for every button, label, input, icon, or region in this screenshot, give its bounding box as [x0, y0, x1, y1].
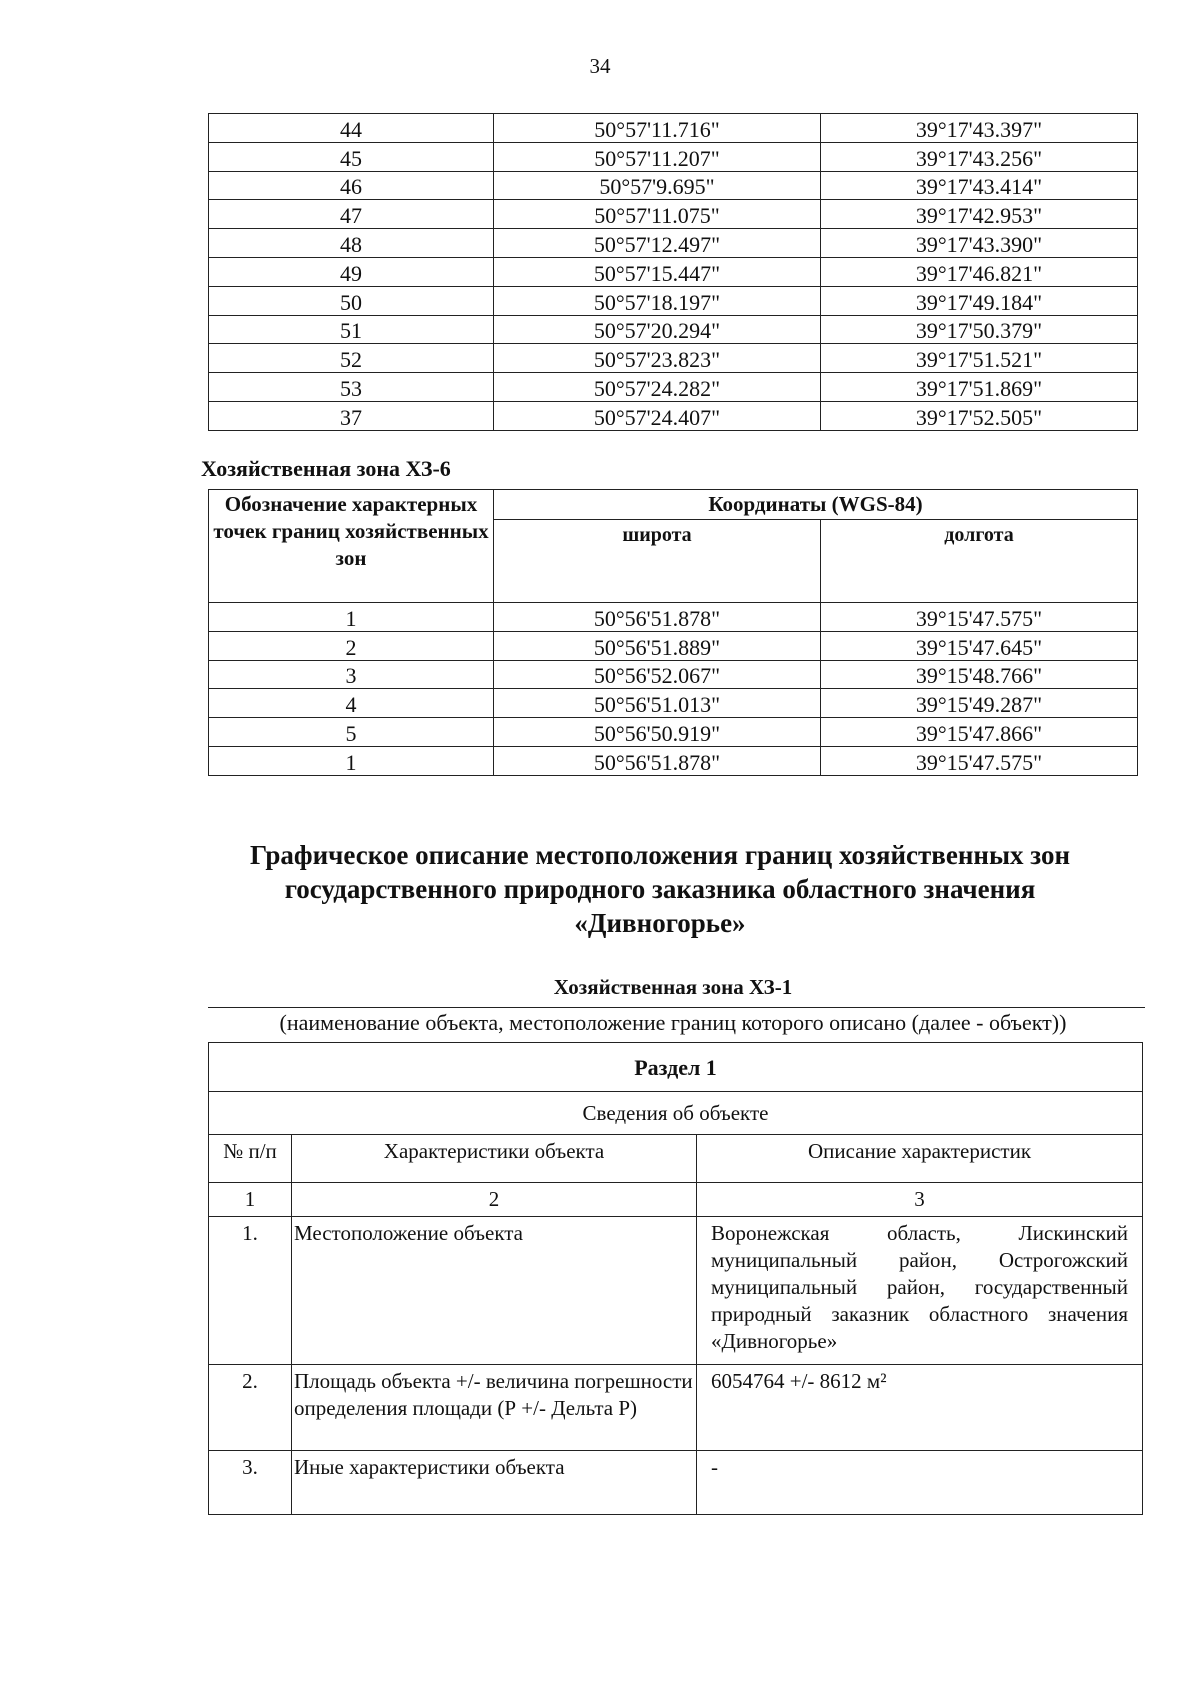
row-characteristic: Местоположение объекта	[292, 1217, 697, 1365]
longitude-value: 39°17'52.505"	[821, 401, 1138, 430]
section1-table	[208, 1042, 1143, 1515]
row-number: 3.	[209, 1451, 292, 1515]
col-desc-header: Описание характеристик	[697, 1135, 1143, 1183]
longitude-value: 39°15'47.645"	[821, 631, 1138, 660]
header-coordinates: Координаты (WGS-84)	[494, 490, 1138, 520]
row-characteristic: Иные характеристики объекта	[292, 1451, 697, 1515]
latitude-value: 50°57'11.075"	[494, 200, 821, 229]
longitude-value: 39°17'43.256"	[821, 142, 1138, 171]
point-number: 53	[209, 373, 494, 402]
table-row	[209, 1365, 1143, 1451]
latitude-value: 50°57'11.207"	[494, 142, 821, 171]
table-row	[209, 689, 1138, 718]
section-title: Раздел 1	[209, 1043, 1143, 1092]
table-row	[209, 1451, 1143, 1515]
latitude-value: 50°57'18.197"	[494, 286, 821, 315]
table-row	[209, 229, 1138, 258]
col-index-1: 1	[209, 1183, 292, 1217]
latitude-value: 50°57'24.407"	[494, 401, 821, 430]
table-row	[209, 344, 1138, 373]
coordinates-table-continued	[208, 113, 1138, 431]
row-characteristic: Площадь объекта +/- величина погрешности определения площади (Р +/- Дельта Р)	[292, 1365, 697, 1451]
longitude-value: 39°17'42.953"	[821, 200, 1138, 229]
table-row	[209, 286, 1138, 315]
col-num-header: № п/п	[209, 1135, 292, 1183]
table-row	[209, 171, 1138, 200]
longitude-value: 39°17'43.414"	[821, 171, 1138, 200]
underline-rule	[208, 1007, 1145, 1008]
longitude-value: 39°17'49.184"	[821, 286, 1138, 315]
graphic-description-title: Графическое описание местоположения границ хозяйственных зон государственного природного заказника областного значения «Дивногорье»	[249, 840, 1071, 938]
latitude-value: 50°57'20.294"	[494, 315, 821, 344]
table-row	[209, 114, 1138, 143]
info-title: Сведения об объекте	[209, 1092, 1143, 1135]
point-number: 5	[209, 718, 494, 747]
header-latitude: широта	[494, 520, 821, 603]
table-row	[209, 200, 1138, 229]
col-char-header: Характеристики объекта	[292, 1135, 697, 1183]
table-row	[209, 1217, 1143, 1365]
longitude-value: 39°15'49.287"	[821, 689, 1138, 718]
header-designation: Обозначение характерных точек границ хозяйственных зон	[209, 490, 494, 603]
longitude-value: 39°17'43.390"	[821, 229, 1138, 258]
point-number: 37	[209, 401, 494, 430]
point-number: 3	[209, 660, 494, 689]
point-number: 45	[209, 142, 494, 171]
point-number: 47	[209, 200, 494, 229]
latitude-value: 50°56'51.878"	[494, 603, 821, 632]
page-number: 34	[589, 54, 611, 78]
latitude-value: 50°56'50.919"	[494, 718, 821, 747]
latitude-value: 50°57'12.497"	[494, 229, 821, 258]
table-row	[209, 315, 1138, 344]
object-caption: (наименование объекта, местоположение границ которого описано (далее - объект))	[279, 1010, 1067, 1035]
longitude-value: 39°15'48.766"	[821, 660, 1138, 689]
table-row	[209, 257, 1138, 286]
row-number: 1.	[209, 1217, 292, 1365]
longitude-value: 39°15'47.575"	[821, 603, 1138, 632]
point-number: 1	[209, 603, 494, 632]
zone6-title: Хозяйственная зона ХЗ-6	[201, 456, 451, 481]
table-row	[209, 142, 1138, 171]
zone1-title: Хозяйственная зона ХЗ-1	[553, 975, 793, 999]
col-index-3: 3	[697, 1183, 1143, 1217]
point-number: 46	[209, 171, 494, 200]
table-row	[209, 401, 1138, 430]
point-number: 4	[209, 689, 494, 718]
longitude-value: 39°17'51.521"	[821, 344, 1138, 373]
latitude-value: 50°57'24.282"	[494, 373, 821, 402]
latitude-value: 50°56'51.889"	[494, 631, 821, 660]
latitude-value: 50°57'9.695"	[494, 171, 821, 200]
row-description: 6054764 +/- 8612 м²	[697, 1365, 1143, 1451]
latitude-value: 50°57'23.823"	[494, 344, 821, 373]
header-longitude: долгота	[821, 520, 1138, 603]
longitude-value: 39°17'50.379"	[821, 315, 1138, 344]
table-row	[209, 718, 1138, 747]
zone6-coordinates-table	[208, 489, 1138, 776]
point-number: 2	[209, 631, 494, 660]
point-number: 1	[209, 746, 494, 775]
longitude-value: 39°15'47.866"	[821, 718, 1138, 747]
longitude-value: 39°17'43.397"	[821, 114, 1138, 143]
row-number: 2.	[209, 1365, 292, 1451]
latitude-value: 50°56'51.013"	[494, 689, 821, 718]
latitude-value: 50°57'11.716"	[494, 114, 821, 143]
table-row	[209, 373, 1138, 402]
table-row	[209, 660, 1138, 689]
latitude-value: 50°57'15.447"	[494, 257, 821, 286]
longitude-value: 39°17'46.821"	[821, 257, 1138, 286]
point-number: 52	[209, 344, 494, 373]
longitude-value: 39°17'51.869"	[821, 373, 1138, 402]
row-description: Воронежская область, Лискинский муниципальный район, Острогожский муниципальный район, государственный природный заказник областного значения «Дивногорье»	[697, 1217, 1143, 1365]
row-description: -	[697, 1451, 1143, 1515]
point-number: 50	[209, 286, 494, 315]
point-number: 51	[209, 315, 494, 344]
latitude-value: 50°56'52.067"	[494, 660, 821, 689]
point-number: 48	[209, 229, 494, 258]
table-row	[209, 603, 1138, 632]
table-row	[209, 746, 1138, 775]
longitude-value: 39°15'47.575"	[821, 746, 1138, 775]
col-index-2: 2	[292, 1183, 697, 1217]
point-number: 49	[209, 257, 494, 286]
latitude-value: 50°56'51.878"	[494, 746, 821, 775]
table-row	[209, 631, 1138, 660]
point-number: 44	[209, 114, 494, 143]
